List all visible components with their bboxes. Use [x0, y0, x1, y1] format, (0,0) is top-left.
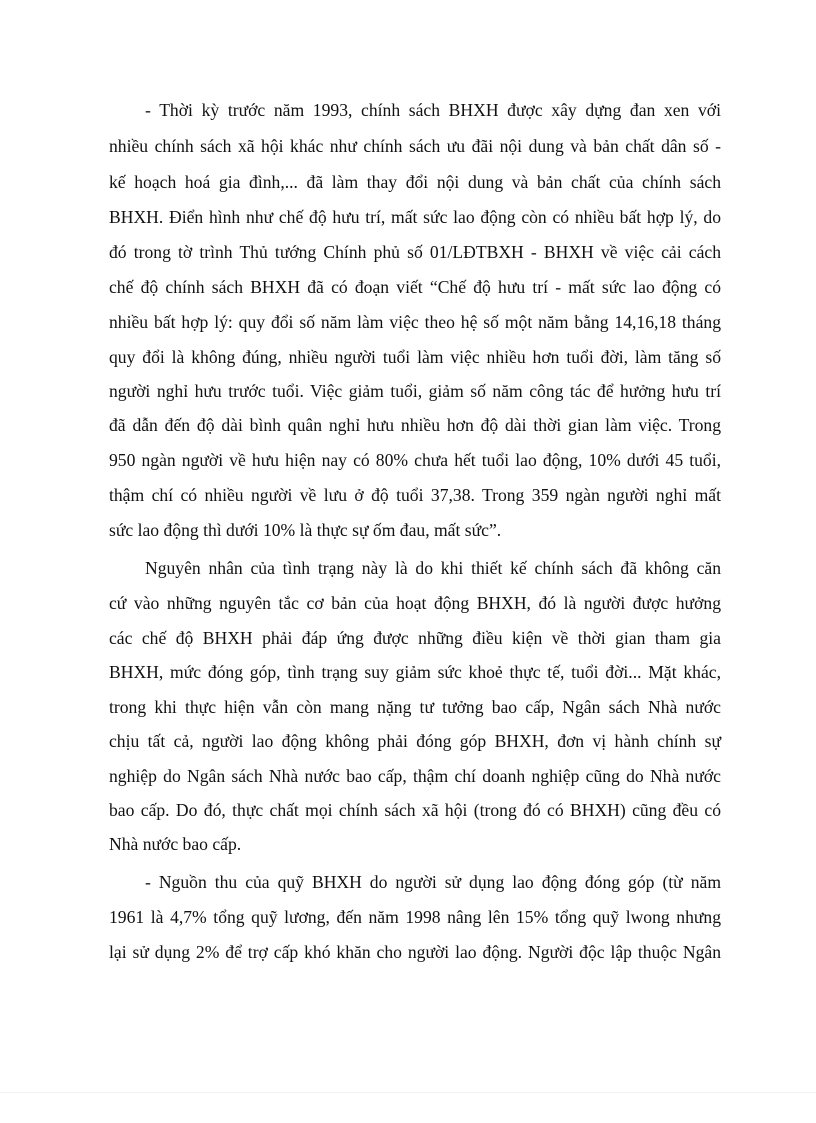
paragraph-1-line-11: 950 ngàn người về hưu hiện nay có 80% chưa hết tuổi lao động, 10% dưới 45 tuổi,: [109, 450, 721, 470]
paragraph-2-line-1: Nguyên nhân của tình trạng này là do khi thiết kế chính sách đã không căn: [145, 558, 721, 578]
paragraph-1-line-9: người nghỉ hưu trước tuổi. Việc giảm tuổi, giảm số năm công tác để hưởng hưu trí: [109, 381, 721, 401]
paragraph-1-line-1: - Thời kỳ trước năm 1993, chính sách BHXH được xây dựng đan xen với: [145, 100, 721, 120]
paragraph-1-line-10: đã dẫn đến độ dài bình quân nghỉ hưu nhiều hơn độ dài thời gian làm việc. Trong: [109, 415, 721, 435]
paragraph-2-line-3: các chế độ BHXH phải đáp ứng được những điều kiện về thời gian tham gia: [109, 628, 721, 648]
paragraph-1-line-4: BHXH. Điển hình như chế độ hưu trí, mất sức lao động còn có nhiều bất hợp lý, do: [109, 207, 721, 227]
paragraph-1-line-3: kế hoạch hoá gia đình,... đã làm thay đổi nội dung và bản chất của chính sách: [109, 172, 721, 192]
paragraph-1-line-12: thậm chí có nhiều người về lưu ở độ tuổi 37,38. Trong 359 ngàn người nghỉ mất: [109, 485, 721, 505]
paragraph-1-line-5: đó trong tờ trình Thủ tướng Chính phủ số 01/LĐTBXH - BHXH về việc cải cách: [109, 242, 721, 262]
paragraph-2-line-5: trong khi thực hiện vẫn còn mang nặng tư tưởng bao cấp, Ngân sách Nhà nước: [109, 697, 721, 717]
paragraph-3-line-1: - Nguồn thu của quỹ BHXH do người sử dụng lao động đóng góp (từ năm: [145, 872, 721, 892]
page-bottom-divider: [0, 1092, 816, 1093]
paragraph-2-line-2: cứ vào những nguyên tắc cơ bản của hoạt động BHXH, đó là người được hưởng: [109, 593, 721, 613]
paragraph-1-line-8: quy đổi là không đúng, nhiều người tuổi làm việc nhiều hơn tuổi đời, làm tăng số: [109, 347, 721, 367]
paragraph-2-line-9: Nhà nước bao cấp.: [109, 834, 242, 854]
paragraph-2-line-7: nghiệp do Ngân sách Nhà nước bao cấp, thậm chí doanh nghiệp cũng do Nhà nước: [109, 766, 721, 786]
paragraph-1-line-2: nhiều chính sách xã hội khác như chính sách ưu đãi nội dung và bản chất dân số -: [109, 136, 721, 156]
paragraph-1-line-13: sức lao động thì dưới 10% là thực sự ốm đau, mất sức”.: [109, 520, 502, 540]
paragraph-3-line-2: 1961 là 4,7% tổng quỹ lương, đến năm 1998 nâng lên 15% tổng quỹ lwong nhưng: [109, 907, 721, 927]
paragraph-2-line-4: BHXH, mức đóng góp, tình trạng suy giảm sức khoẻ thực tế, tuổi đời... Mặt khác,: [109, 662, 721, 682]
paragraph-2-line-6: chịu tất cả, người lao động không phải đóng góp BHXH, đơn vị hành chính sự: [109, 731, 721, 751]
paragraph-2-line-8: bao cấp. Do đó, thực chất mọi chính sách xã hội (trong đó có BHXH) cũng đều có: [109, 800, 721, 820]
paragraph-1-line-6: chế độ chính sách BHXH đã có đoạn viết “Chế độ hưu trí - mất sức lao động có: [109, 277, 721, 297]
paragraph-1-line-7: nhiều bất hợp lý: quy đổi số năm làm việc theo hệ số một năm bằng 14,16,18 tháng: [109, 312, 721, 332]
paragraph-3-line-3: lại sử dụng 2% để trợ cấp khó khăn cho người lao động. Người độc lập thuộc Ngân: [109, 942, 721, 962]
